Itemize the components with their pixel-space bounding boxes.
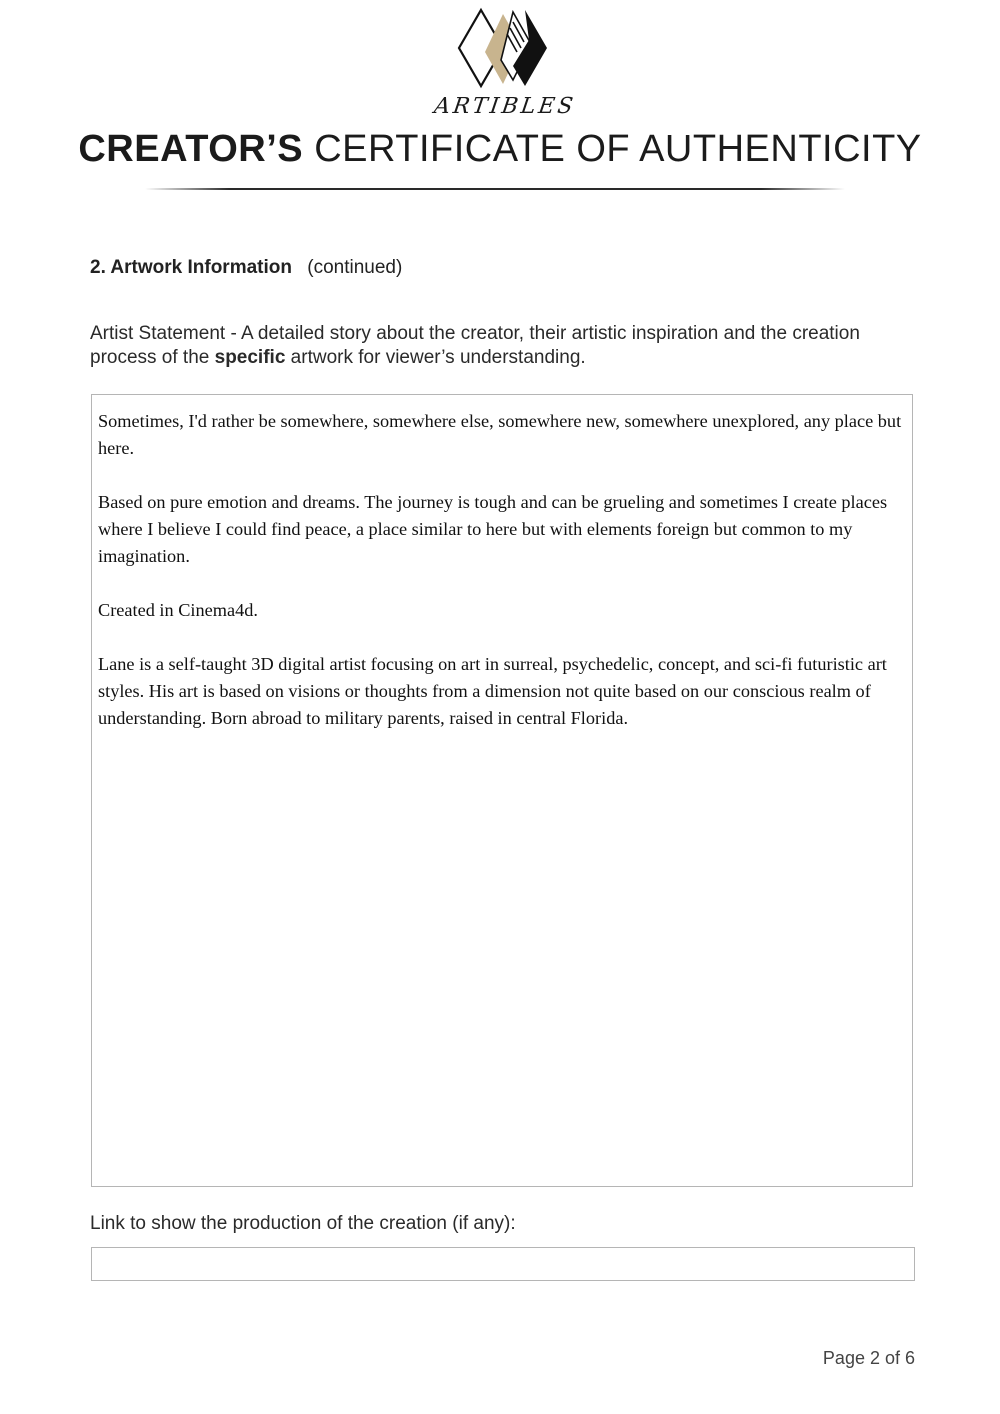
section-heading-suffix: (continued) — [307, 257, 403, 278]
intro-text-end: artwork for viewer’s understanding. — [285, 347, 586, 368]
artist-statement-instructions — [90, 322, 910, 370]
statement-paragraph: Sometimes, I'd rather be somewhere, somewhere else, somewhere new, somewhere unexplored, any place but here. — [98, 411, 902, 458]
production-link-field[interactable] — [91, 1247, 915, 1281]
intro-text-emphasis: specific — [214, 347, 286, 368]
production-link-label: Link to show the production of the creation (if any): — [90, 1213, 516, 1234]
artist-statement-field[interactable] — [91, 394, 913, 1187]
title-bold-part: CREATOR’S — [78, 128, 304, 170]
title-divider — [145, 188, 845, 190]
page-title — [0, 128, 1000, 171]
section-heading-title: 2. Artwork Information — [90, 257, 292, 278]
intro-text-start: Artist Statement - A detailed story about the creator, their artistic inspiration and the creation process of the — [90, 323, 860, 368]
title-light-part: CERTIFICATE OF AUTHENTICITY — [314, 128, 922, 170]
statement-paragraph: Based on pure emotion and dreams. The journey is tough and can be grueling and sometimes I create places where I believe I could find peace, a place similar to here but with elements foreign but common to my imagination. — [98, 492, 888, 566]
artibles-diamond-logo-icon — [451, 4, 551, 92]
page-number: Page 2 of 6 — [822, 1348, 915, 1368]
statement-paragraph: Lane is a self-taught 3D digital artist focusing on art in surreal, psychedelic, concept, and sci-fi futuristic art styles. His art is based on visions or thoughts from a dimension not quite based on our conscious realm of understanding. Born abroad to military parents, raised in central Florida. — [98, 654, 887, 728]
brand-wordmark: ARTIBLES — [432, 94, 578, 119]
section-heading — [90, 257, 402, 279]
statement-paragraph: Created in Cinema4d. — [98, 600, 258, 620]
